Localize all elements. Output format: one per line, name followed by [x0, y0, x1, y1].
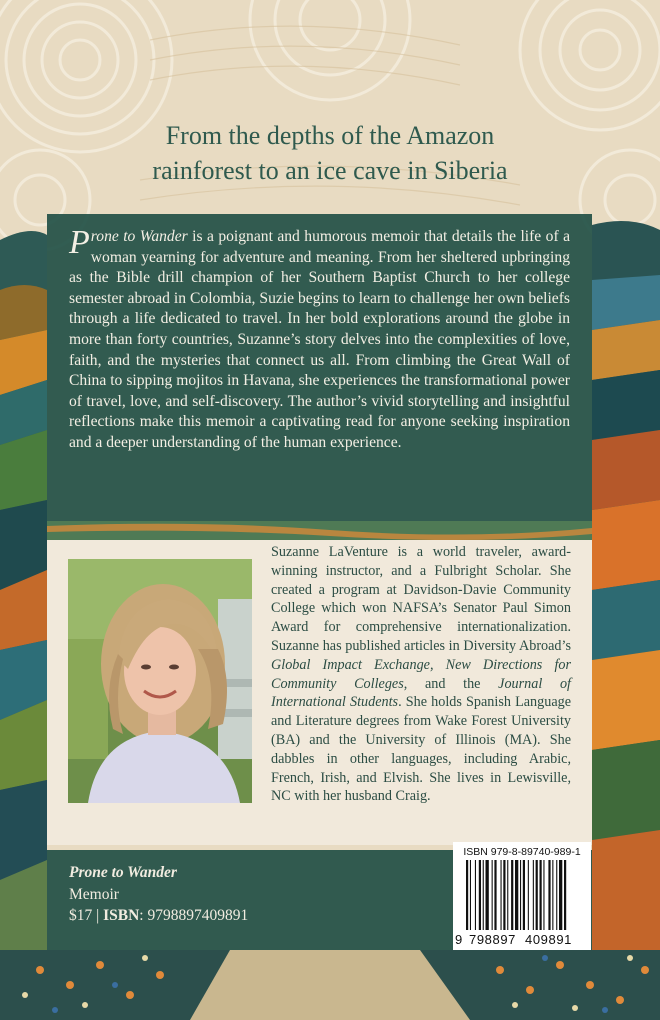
barcode-box [453, 842, 591, 950]
separator: | [92, 907, 104, 924]
book-genre: Memoir [69, 885, 119, 903]
author-photo [68, 559, 252, 803]
barcode-right-group: 409891 [525, 932, 572, 947]
barcode-isbn-text: ISBN 979-8-89740-989-1 [463, 846, 581, 858]
tagline-line-2: rainforest to an ice cave in Siberia [152, 156, 508, 185]
drop-cap: P [69, 224, 90, 261]
bio-publication-2: Journal of International Students [271, 675, 571, 711]
isbn-value: : 9798897409891 [139, 907, 249, 924]
price-line [69, 905, 248, 927]
bio-text-3: . She holds Spanish Language and Literature degrees from Wake Forest University (BA) and the University of Illinois (MA). She dabbles in other languages, including Arabic, French, Irish, and Elvish. She lives in Lewisville, NC with her husband Craig. [271, 694, 572, 805]
tagline-line-1: From the depths of the Amazon [165, 121, 495, 150]
blurb-text: is a poignant and humorous memoir that details the life of a woman yearning for adventure and meaning. From her sheltered upbringing as the Bible drill champion of her Southern Baptist Church to her college semester abroad in Colombia, Suzie begins to learn to challenge her own beliefs through a life dedicated to travel. In her bold explorations around the globe in more than forty countries, Suzanne’s story delves into the complexities of love, faith, and the mysteries that connect us all. From climbing the Great Wall of China to sipping mojitos in Havana, she experiences the transformational power of travel, love, and self-discovery. The author’s vivid storytelling and insightful reflections make this memoir a captivating read for anyone seeking inspiration and a deeper understanding of the human experience. [69, 228, 570, 451]
barcode-icon [460, 860, 584, 932]
book-title: Prone to Wander [69, 864, 177, 881]
isbn-label: ISBN [103, 907, 140, 924]
book-price: $17 [69, 907, 93, 924]
tagline [0, 118, 660, 188]
book-info [69, 862, 248, 927]
barcode-left-group: 798897 [469, 932, 516, 947]
barcode-first-digit: 9 [455, 932, 463, 947]
bio-publication-1: Global Impact Exchange, New Directions for Community Colleges [271, 656, 571, 692]
blurb-title: rone to Wander [90, 228, 188, 245]
author-panel [47, 540, 592, 845]
bio-text-1: Suzanne LaVenture is a world traveler, award-winning instructor, and a Fulbright Scholar. She created a program at Davidson-Davie Community College which won NAFSA’s Senator Paul Simon Award for comprehensive internationalization. Suzanne has published articles in Diversity Abroad’s [271, 544, 571, 654]
author-bio [271, 543, 571, 806]
book-description-panel [47, 214, 592, 521]
bio-text-2: , and the [403, 675, 499, 692]
